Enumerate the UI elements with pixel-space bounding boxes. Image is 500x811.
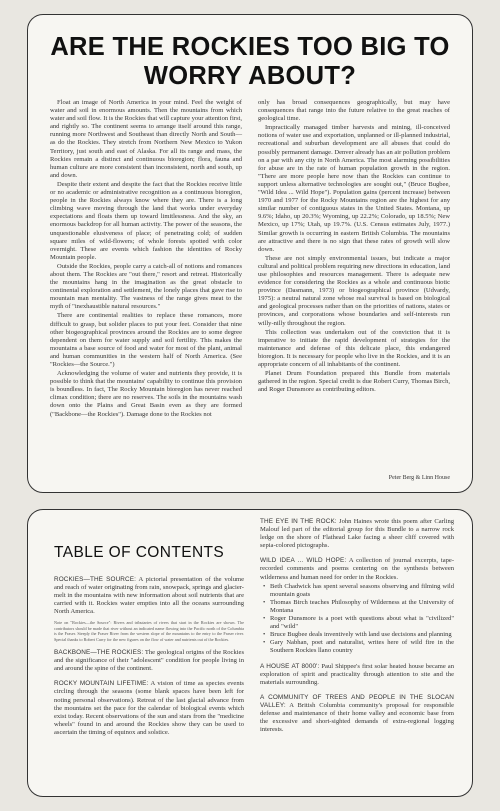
article-paragraph: Outside the Rockies, people carry a catch-all of notions and romances about them. The Rockies are "out there," resort and retreat. Historically the mountains hang in the imagination as the great obstacle to continental exploration and settlement, the lonely places that gave rise to mountain man mentality. The vastness of the range gives meat to the myth of "inexhaustible natural resources." [50,262,242,311]
toc-entry-text: The geological origins of the Rockies and the significance of their "adolescent" condition for people living in and around the spine of the continent. [54,649,244,673]
toc-entry-wild [260,557,454,655]
toc-entry-text: A vision of time as species events circling through the seasons (some blank spaces have been left for noting personal observations). Retreat of the last glacial advance from the mountains set the pace for the calendar of biological events which exist today. Recent observations of the sun and stars from the "medicine wheels" found in and around the Rockies show they can be used to ascertain the timing of equinox and solstice. [54,680,244,736]
toc-entry-text: A pictorial presentation of the volume and reach of water originating from rain, snowpack, springs and glacier-melt in the mountains with new information about soil nutrients that are carried with it. Rockies water empties into all the oceans surrounding North America. [54,576,244,616]
article-paragraph: Impractically managed timber harvests and mining, ill-conceived notions of water use and exportation, unplanned or ill-planned industrial, recreational and suburban development are all abuses that could do possibly permanent damage. Denver already has an air pollution problem on a par with any city in North America. The most alarming possibilities for abuse are in the rate of human population growth in the region. "There are more people here now than the Rockies can continue to support unless alternative technologies are sought out," (Bruce Bugbee, "Wild Idea ... Wild Hope"). Population gains (percent increase) between 1970 and 1977 for the Rocky Mountains region are the highest for any similar number of contiguous states in the United States. Montana, up 9.6%; Idaho, up 20.3%; Wyoming, up 22.2%; Colorado, up 18.5%; New Mexico, up 17%; Utah, up 19.7%. (U.S. Census estimates July, 1977.) Similar growth is occurring in eastern British Columbia. The mountains are attractive and there is no sign that these rates of growth will slow down. [258,124,450,253]
list-item: • Roger Dunsmore is a poet with questions about what is "civilized" and "wild" [270,615,454,631]
article-paragraph: only has broad consequences geographically, but may have consequences that range into the future relative to the great reaches of geological time. [258,99,450,123]
toc-panel [27,509,473,797]
toc-entry-title: WILD IDEA ... WILD HOPE: [260,557,347,565]
toc-entry-text: A collection of journal excerpts, tape-recorded comments and poems centering on the synthesis between wilderness and human need for order in the Rockies. [260,557,455,581]
toc-source-note: Note on "Rockies—the Source": Rivers and tributaries of rivers that start in the Rockies are shown. The contributors should be made that river without an indicated name flowing into the Pacific north of the Columbia is the Fraser. Steeply the Fraser River from the western slope of the mountains to the entry to the Fraser river. Special thanks to Robert Curry for the new figures on the flow of water and nutrients out of the Rockies. [54,620,244,642]
list-item: • Bruce Bugbee deals inventively with land use decisions and planning [270,631,454,639]
contributor-list [260,583,454,656]
toc-entry-text: Paul Shippee's first solar heated house became an exploration of spirit and practicality through attention to site and the materials surrounding. [260,662,454,686]
toc-entry-title: ROCKIES—THE SOURCE: [54,576,136,583]
article-columns [50,99,450,420]
list-item: • Gary Nabhan, poet and naturalist, writes here of wild fire in the Southern Rockies llano country [270,639,454,655]
author-credit: Peter Berg & Linn House [388,475,450,481]
toc-entry-text: John Haines wrote this poem after Carling Malouf led part of the editorial group for this Bundle to a narrow rock ledge on the shore of Flathead Lake facing a sheer cliff covered with sepia-colored pictographs. [260,518,455,550]
article-paragraph: Planet Drum Foundation prepared this Bundle from materials gathered in the region. Special credit is due Robert Curry, Thomas Birch, and Roger Dunsmore as contributing editors. [258,370,450,394]
article-paragraph: This collection was undertaken out of the conviction that it is imperative to initiate the rapid development of strategies for the maintenance and defense of this delicate place, this endangered bioregion. It is necessary for people who live in the Rockies, and it is an appropriate concern of all inhabitants of the continent. [258,328,450,368]
toc-entry-community [260,694,454,734]
article-paragraph: These are not simply environmental issues, but indicate a major cultural and political problem requiring new directions in education, land use philosophies and resources management. There is adequate new evidence for considering the Rockies as a whole and continuous biotic province (Dasmann, 1973) or biogeographical province (Udvardy, 1975): a neutral natural zone whose real survival is based on biological and geological processes rather than on the priorities of nations, states or provinces, and corporations whose boundaries and self-interests run willy-nilly throughout the region. [258,254,450,327]
toc-entry-title: A HOUSE AT 8000': [260,662,320,670]
article-paragraph: Despite their extent and despite the fact that the Rockies receive little or no academic or administrative recognition as a continuous bioregion, people in the Rockies always know where they are. There is a long climbing wave moving through the land that works under everyday expectations and floats them up toward limitlessness. And the sky, an enormous backdrop for all human activity. The power of the seasons, the unquestionable elusiveness of place; of penetrating cold; of sudden square miles of wild-flowers; of whole forests spotted with color overnight. These are events which fashion the identities of Rocky Mountain people. [50,180,242,261]
list-item: • Thomas Birch teaches Philosophy of Wilderness at the University of Montana [270,599,454,615]
toc-entry-source [54,576,244,616]
toc-entry-lifetime [54,680,244,737]
toc-entry-text: A British Columbia community's proposal for responsible defense and maintenance of their home valley and economic base from the excessive and short-sighted demands of extra-regional logging interests. [260,701,454,734]
toc-entry-house [260,663,454,687]
article-column-right [258,99,450,420]
article-panel [27,14,473,493]
toc-column-left [54,576,244,744]
toc-entry-title: BACKBONE—THE ROCKIES: [54,649,144,657]
toc-heading: TABLE OF CONTENTS [54,544,225,561]
toc-entry-title: ROCKY MOUNTAIN LIFETIME: [54,680,149,688]
page-title: ARE THE ROCKIES TOO BIG TO WORRY ABOUT? [50,33,450,90]
article-column-left [50,99,242,420]
toc-entry-title: THE EYE IN THE ROCK: [260,518,337,525]
toc-entry-eye [260,518,454,550]
article-paragraph: There are continental realities to replace these romances, more difficult to grasp, but solider places to put your feet. Consider that nine other biogeographical provinces around the Rockies are to some degree dependent on them for water supply and soil fertility. This makes the mountains a base source of food and water for most of the plant, animal and human communities in the western half of North America. (See "Rockies—the Source.") [50,312,242,368]
article-paragraph: Acknowledging the volume of water and nutrients they provide, it is possible to think that the mountains' capability to continue this provision is boundless. In fact, The Rocky Mountain bioregion has never reached climax condition; there are no reserves. The soils in the mountains wash down onto the Plains and Great Basin even as they are formed ("Backbone—the Rockies"). Damage done to the Rockies not [50,370,242,418]
toc-entry-title: A COMMUNITY OF TREES AND PEOPLE IN THE SLOCAN VALLEY: [260,693,454,709]
list-item: • Beth Chadwick has spent several seasons observing and filming wild mountain goats [270,583,454,599]
toc-column-right [260,518,454,741]
article-paragraph: Float an image of North America in your mind. Feel the weight of water and soil in enormous amounts. Then the mountains from which water and soil flow. It is the Rockies that will capture your attention first, and rightly so. The continent seems to arrange itself around this range, running more Northwest and Southeast than directly North and South—as do the Rockies. They stretch from Northern New Mexico to Yukon Territory, just south and east of Alaska. For all its range and mass, the Rockies remain a distinct and continuous bioregion; flora, fauna and human culture are more consistent than inconsistent, north and south, up and down. [50,99,242,179]
toc-entry-backbone [54,649,244,673]
